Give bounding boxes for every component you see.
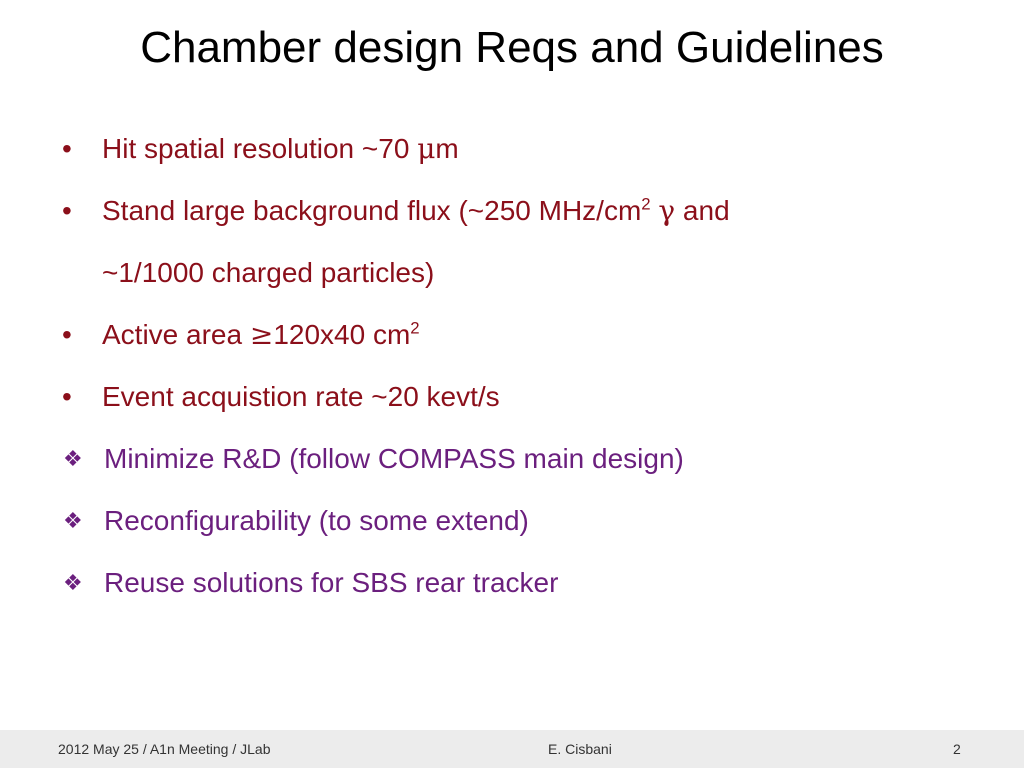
guideline-item-reconfigurability	[60, 490, 960, 552]
bullet-marker: •	[62, 133, 72, 164]
bullet-item-active-area	[60, 304, 960, 366]
geq-symbol: ≥	[249, 318, 274, 351]
bullet-item-flux	[60, 180, 960, 304]
superscript: 2	[641, 194, 651, 214]
slide-footer	[0, 730, 1024, 768]
superscript: 2	[410, 318, 420, 338]
guideline-item-reuse	[60, 552, 960, 614]
bullet-item-resolution	[60, 118, 960, 180]
bullet-text: Active area ≥120x40 $cm^2$	[102, 318, 420, 351]
bullet-marker: •	[62, 319, 72, 350]
diamond-bullet-icon: ❖	[63, 508, 83, 533]
bullet-text: Event acquistion rate ~20 kevt/s	[102, 381, 500, 412]
bullet-text: Stand large background flux (~250 MHz/$cm^2$ γ and ~1/1000 charged particles)	[102, 194, 730, 288]
guideline-item-minimize-rd	[60, 428, 960, 490]
mu-symbol: μ	[417, 132, 436, 165]
bullet-text: Reuse solutions for SBS rear tracker	[104, 567, 559, 598]
diamond-bullet-icon: ❖	[63, 570, 83, 595]
bullet-text: Minimize R&D (follow COMPASS main design)	[104, 443, 684, 474]
bullet-list	[60, 118, 960, 614]
bullet-marker: •	[62, 195, 72, 226]
footer-event: 2012 May 25 / A1n Meeting / JLab	[58, 741, 271, 757]
bullet-marker: •	[62, 381, 72, 412]
footer-author: E. Cisbani	[548, 741, 612, 757]
gamma-symbol: γ	[658, 194, 676, 227]
diamond-bullet-icon: ❖	[63, 446, 83, 471]
slide-title: Chamber design Reqs and Guidelines	[140, 23, 884, 72]
bullet-text: Reconfigurability (to some extend)	[104, 505, 529, 536]
footer-page-number: 2	[953, 741, 961, 757]
bullet-text: Hit spatial resolution ~70 μm	[102, 132, 459, 165]
bullet-item-event-rate	[60, 366, 960, 428]
